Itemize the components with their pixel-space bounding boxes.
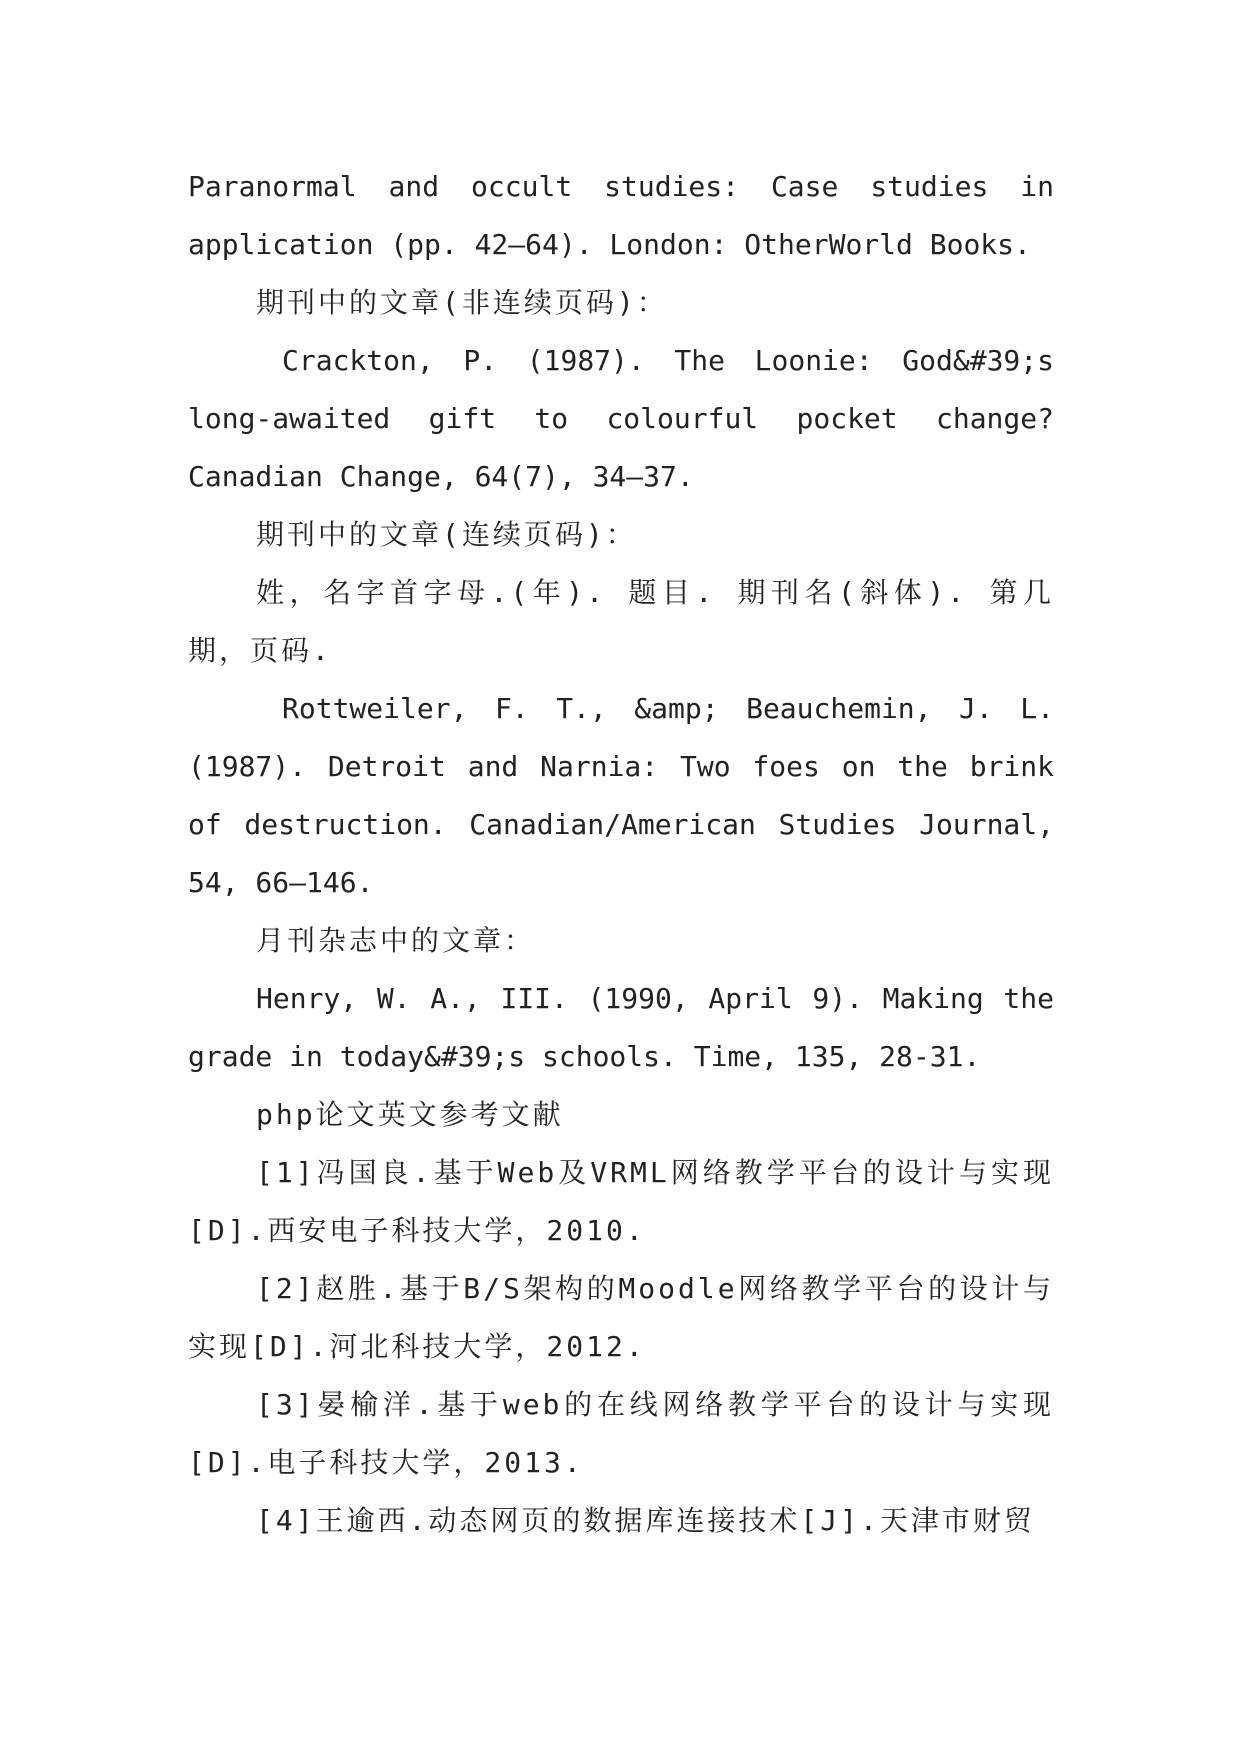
section-heading-php-references: php论文英文参考文献 (256, 1098, 564, 1131)
reference-crackton: Crackton, P. (1987). The Loonie: God&#39;s long-awaited gift to colourful pocket change? Canadian Change, 64(7), 34–37. (188, 344, 1054, 493)
reference-1: [1]冯国良.基于Web及VRML网络教学平台的设计与实现[D].西安电子科技大学，2010. (188, 1156, 1054, 1247)
document-body (188, 158, 1054, 1550)
reference-continuation: Paranormal and occult studies: Case studies in application (pp. 42–64). London: OtherWorld Books. (188, 170, 1054, 261)
reference-henry: Henry, W. A., III. (1990, April 9). Making the grade in today&#39;s schools. Time, 135, 28-31. (188, 982, 1054, 1073)
reference-4: [4]王逾西.动态网页的数据库连接技术[J].天津市财贸 (256, 1504, 1035, 1537)
section-heading-journal-continuous: 期刊中的文章(连续页码)： (256, 518, 637, 551)
reference-2: [2]赵胜.基于B/S架构的Moodle网络教学平台的设计与实现[D].河北科技大学，2012. (188, 1272, 1054, 1363)
reference-3: [3]晏榆洋.基于web的在线网络教学平台的设计与实现[D].电子科技大学，2013. (188, 1388, 1054, 1479)
format-description: 姓，名字首字母.(年). 题目. 期刊名(斜体). 第几期，页码. (188, 576, 1054, 667)
reference-rottweiler: Rottweiler, F. T., &amp; Beauchemin, J. L. (1987). Detroit and Narnia: Two foes on the brink of destruction. Canadian/American Studies Journal, 54, 66–146. (188, 692, 1054, 899)
section-heading-magazine: 月刊杂志中的文章： (256, 924, 536, 957)
section-heading-journal-noncontinuous: 期刊中的文章(非连续页码)： (256, 286, 668, 319)
